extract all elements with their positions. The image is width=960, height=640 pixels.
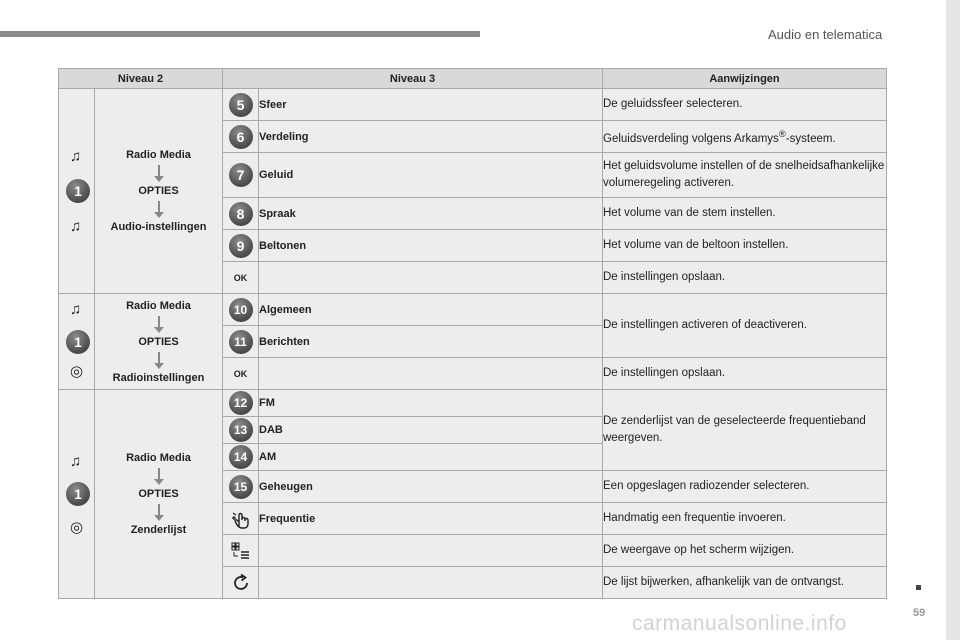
page-number: 59 (913, 607, 926, 619)
settings-table (58, 68, 887, 599)
group-icons-station-list (59, 390, 95, 599)
badge-13: 13 (229, 418, 253, 442)
page-edge-bar (946, 0, 960, 640)
desc-zenderlijst: De zenderlijst van de geselecteerde frequentieband weergeven. (603, 390, 887, 471)
desc-weergave: De weergave op het scherm wijzigen. (603, 535, 887, 567)
desc-verdeling (603, 121, 887, 153)
refresh-icon (231, 573, 251, 593)
col-header-notes: Aanwijzingen (603, 69, 887, 89)
label-empty (259, 358, 603, 390)
nav-step-radio-media: Radio Media (126, 452, 191, 464)
display-list-icon (230, 541, 252, 561)
group-icons-audio (59, 89, 95, 294)
desc-bijwerken: De lijst bijwerken, afhankelijk van de ontvangst. (603, 567, 887, 599)
badge-9: 9 (229, 234, 253, 258)
label-geheugen: Geheugen (259, 471, 603, 503)
step-badge: 1 (66, 330, 90, 354)
nav-step-zenderlijst: Zenderlijst (130, 524, 187, 536)
music-note-icon: ♫ (70, 453, 82, 470)
desc-geluid: Het geluidsvolume instellen of de snelheidsafhankelijke volumeregeling activeren. (603, 153, 887, 198)
desc-verdeling-text: Geluidsverdeling volgens Arkamys (603, 132, 779, 145)
badge-15: 15 (229, 475, 253, 499)
desc-opslaan: De instellingen opslaan. (603, 262, 887, 294)
ok-label: OK (233, 272, 248, 283)
step-badge: 1 (66, 482, 90, 506)
nav-step-audio-instellingen: Audio-instellingen (110, 221, 207, 233)
nav-path-audio (95, 89, 223, 294)
label-algemeen: Algemeen (259, 294, 603, 326)
registered-mark: ® (778, 128, 786, 140)
music-note-icon: ♫ (70, 301, 82, 318)
label-frequentie: Frequentie (259, 503, 603, 535)
desc-sfeer: De geluidssfeer selecteren. (603, 89, 887, 121)
label-beltonen: Beltonen (259, 230, 603, 262)
nav-step-radioinstellingen: Radioinstellingen (112, 371, 205, 384)
table-row (59, 294, 887, 326)
label-empty (259, 535, 603, 567)
arrow-down-icon (158, 352, 160, 364)
badge-8: 8 (229, 202, 253, 226)
desc-activeren: De instellingen activeren of deactiveren. (603, 294, 887, 358)
badge-7: 7 (229, 163, 253, 187)
badge-12: 12 (229, 391, 253, 415)
badge-5: 5 (229, 93, 253, 117)
nav-step-opties: OPTIES (138, 185, 179, 197)
arrow-down-icon (158, 468, 160, 480)
section-title: Audio en telematica (768, 27, 883, 42)
nav-step-opties: OPTIES (138, 335, 179, 348)
badge-11: 11 (229, 330, 253, 354)
desc-spraak: Het volume van de stem instellen. (603, 198, 887, 230)
label-empty (259, 567, 603, 599)
label-fm: FM (259, 390, 603, 417)
table-row (59, 89, 887, 121)
badge-10: 10 (229, 298, 253, 322)
label-am: AM (259, 444, 603, 471)
radio-icon: ◎ (70, 519, 84, 536)
table-header-row (59, 69, 887, 89)
desc-beltonen: Het volume van de beltoon instellen. (603, 230, 887, 262)
label-verdeling: Verdeling (259, 121, 603, 153)
desc-opslaan: De instellingen opslaan. (603, 358, 887, 390)
watermark: carmanualsonline.info (632, 612, 847, 635)
step-badge: 1 (66, 179, 90, 203)
end-marker (916, 585, 921, 590)
label-dab: DAB (259, 417, 603, 444)
desc-verdeling-suffix: -systeem. (785, 132, 836, 145)
group-icons-radio-settings (59, 294, 95, 390)
nav-path-radio-settings (95, 294, 223, 390)
arrow-down-icon (158, 201, 160, 213)
badge-6: 6 (229, 125, 253, 149)
music-note-icon: ♫ (70, 148, 82, 165)
nav-step-radio-media: Radio Media (126, 299, 191, 312)
col-header-level2: Niveau 2 (59, 69, 223, 89)
arrow-down-icon (158, 504, 160, 516)
top-divider-bar (0, 31, 480, 37)
col-header-level3: Niveau 3 (223, 69, 603, 89)
ok-label: OK (233, 368, 248, 379)
badge-14: 14 (229, 445, 253, 469)
nav-path-station-list (95, 390, 223, 599)
arrow-down-icon (158, 165, 160, 177)
label-spraak: Spraak (259, 198, 603, 230)
speaker-note-icon: ♫ (70, 218, 82, 235)
desc-frequentie: Handmatig een frequentie invoeren. (603, 503, 887, 535)
radio-settings-icon: ◎ (70, 363, 84, 380)
label-sfeer: Sfeer (259, 89, 603, 121)
nav-step-opties: OPTIES (138, 488, 179, 500)
arrow-down-icon (158, 316, 160, 328)
label-berichten: Berichten (259, 326, 603, 358)
label-empty (259, 262, 603, 294)
nav-step-radio-media: Radio Media (126, 149, 191, 161)
label-geluid: Geluid (259, 153, 603, 198)
table-row (59, 390, 887, 417)
hand-touch-icon (230, 509, 252, 529)
desc-geheugen: Een opgeslagen radiozender selecteren. (603, 471, 887, 503)
